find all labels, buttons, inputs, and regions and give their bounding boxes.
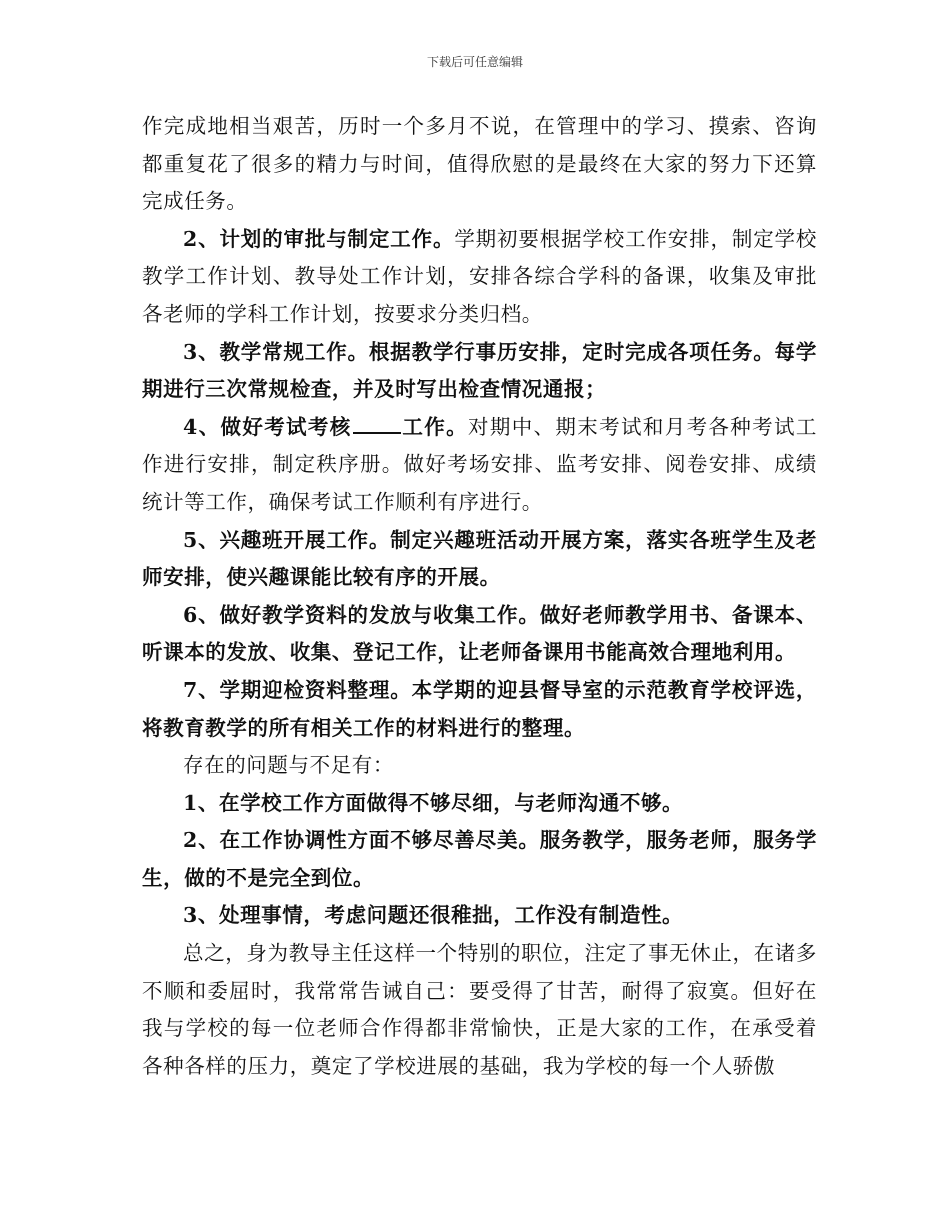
page-header: 下载后可任意编辑 bbox=[426, 55, 523, 69]
item-4-heading-a: 4、做好考试考核 bbox=[183, 414, 352, 439]
paragraph-item-3: 3、教学常规工作。根据教学行事历安排，定时完成各项任务。每学期进行三次常规检查，并及时写出检查情况通报； bbox=[142, 339, 817, 402]
paragraph-problem-3: 3、处理事情，考虑问题还很稚拙，工作没有制造性。 bbox=[183, 903, 684, 928]
item-4-heading-b: 工作。 bbox=[401, 414, 468, 439]
paragraph-continuation: 作完成地相当艰苦，历时一个多月不说，在管理中的学习、摸索、咨询都重复花了很多的精力与时间，值得欣慰的是最终在大家的努力下还算完成任务。 bbox=[142, 114, 817, 214]
item-2-heading: 2、计划的审批与制定工作。 bbox=[183, 226, 455, 251]
paragraph-problem-2: 2、在工作协调性方面不够尽善尽美。服务教学，服务老师，服务学生，做的不是完全到位。 bbox=[142, 828, 817, 890]
paragraph-item-7: 7、学期迎检资料整理。本学期的迎县督导室的示范教育学校评选，将教育教学的所有相关工作的材料进行的整理。 bbox=[142, 677, 817, 740]
item-2-body: 学期初要根据学校工作安排，制定学校教学工作计划、教导处工作计划，安排各综合学科的备课，收集及审批各老师的学科工作计划，按要求分类归档。 bbox=[142, 226, 817, 326]
paragraph-item-6: 6、做好教学资料的发放与收集工作。做好老师教学用书、备课本、听课本的发放、收集、登记工作，让老师备课用书能高效合理地利用。 bbox=[142, 602, 817, 665]
paragraph-item-2 bbox=[142, 221, 817, 334]
paragraph-problem-1: 1、在学校工作方面做得不够尽细，与老师沟通不够。 bbox=[183, 790, 684, 815]
document-body bbox=[142, 108, 817, 1085]
paragraph-problems-intro: 存在的问题与不足有： bbox=[183, 753, 394, 778]
paragraph-conclusion: 总之，身为教导主任这样一个特别的职位，注定了事无休止，在诸多不顺和委屈时，我常常告诫自己：要受得了甘苦，耐得了寂寞。但好在我与学校的每一位老师合作得都非常愉快，正是大家的工作，在承受着各种各样的压力，奠定了学校进展的基础，我为学校的每一个人骄傲 bbox=[142, 941, 817, 1078]
item-4-body: 对期中、期末考试和月考各种考试工作进行安排，制定秩序册。做好考场安排、监考安排、阅卷安排、成绩统计等工作，确保考试工作顺利有序进行。 bbox=[142, 414, 817, 514]
blank-underline bbox=[353, 410, 401, 434]
paragraph-item-5: 5、兴趣班开展工作。制定兴趣班活动开展方案，落实各班学生及老师安排，使兴趣课能比较有序的开展。 bbox=[142, 527, 817, 590]
paragraph-item-4 bbox=[142, 409, 817, 522]
